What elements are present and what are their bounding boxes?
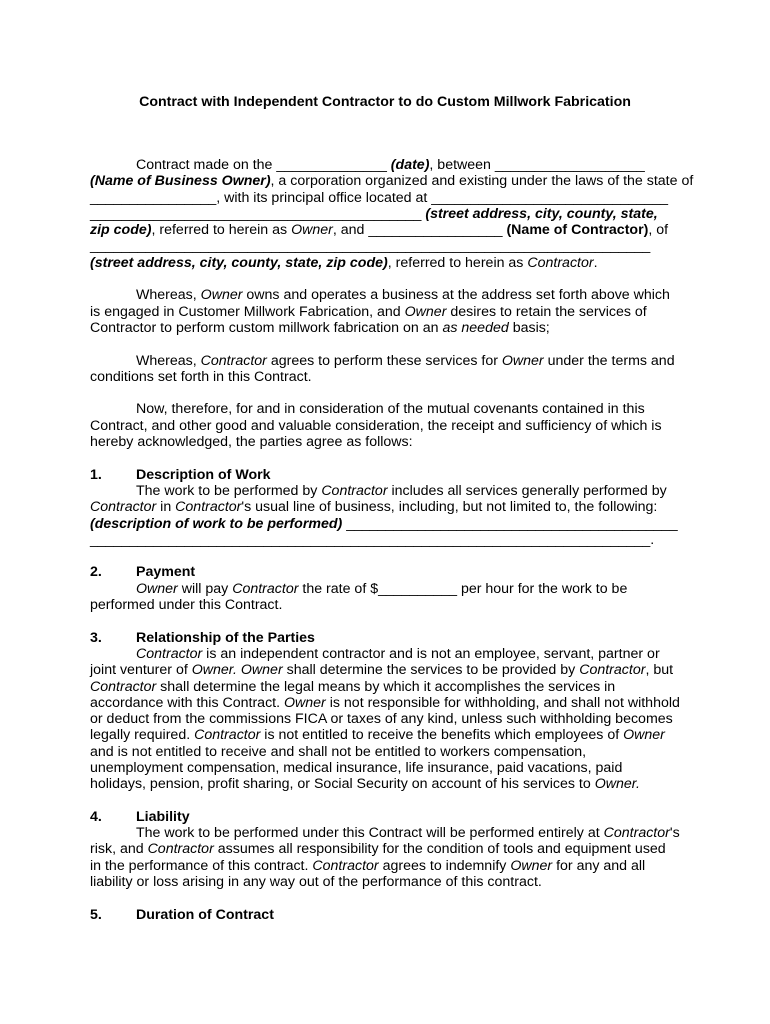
section-relationship — [90, 630, 680, 793]
section-number: 2. — [90, 564, 102, 581]
intro-paragraph — [90, 157, 694, 271]
intro-line-5 — [90, 222, 680, 238]
text: owns and operates a business at the address set forth above which is engaged in Customer Millwork Fabrication, and — [90, 287, 670, 320]
text: agrees to perform these services for — [266, 352, 502, 369]
text: Whereas, — [136, 352, 201, 369]
whereas-paragraph-1 — [90, 287, 680, 336]
address-placeholder: (street address, city, county, state, zip code) — [90, 254, 388, 271]
text: desires to retain the services of Contractor to perform custom millwork fabrication on an — [90, 303, 647, 336]
intro-line-4 — [90, 206, 680, 222]
intro-text: , referred to herein as — [151, 222, 292, 239]
owner-term: Owner — [283, 694, 326, 711]
section-title: Description of Work — [136, 466, 271, 483]
text: The work to be performed under this Contract will be performed entirely at — [136, 825, 604, 842]
owner-term: Owner — [291, 222, 333, 239]
section-number: 4. — [90, 808, 102, 825]
intro-line-1 — [90, 157, 680, 173]
blank-line: _______________________________________________________________________. — [90, 531, 655, 548]
text: , but — [645, 662, 674, 679]
section-text — [90, 581, 680, 614]
owner-term: Owner — [623, 727, 665, 744]
section-number: 3. — [90, 629, 102, 646]
contractor-term: Contractor — [527, 254, 594, 271]
contractor-term: Contractor — [321, 482, 388, 499]
intro-text: , between ___________________ — [429, 157, 645, 173]
text: in — [156, 499, 176, 516]
intro-text: , a corporation organized and existing under the laws of the state of — [270, 173, 694, 190]
section-text — [90, 825, 680, 890]
owner-term: Owner — [136, 580, 178, 597]
section-text — [90, 483, 680, 516]
address-placeholder: (street address, city, county, state, — [425, 205, 658, 222]
contractor-term: Contractor — [90, 678, 157, 695]
section-title: Liability — [136, 808, 190, 825]
text: and is not entitled to receive and shall not be entitled to workers compensation, unemployment compensation, medical insurance, life insurance, paid vacations, paid holidays, pension, profit sharing, or Social Security on account of his services to — [90, 743, 623, 793]
text: agrees to indemnify — [378, 857, 511, 874]
text: 's usual line of business, including, but not limited to, the following: — [241, 499, 658, 516]
section-heading — [90, 467, 680, 483]
contractor-term: Contractor — [579, 662, 646, 679]
intro-text: __________________________________________ — [90, 205, 426, 222]
address-placeholder: zip code) — [90, 222, 152, 239]
contractor-term: Contractor — [200, 352, 267, 369]
owner-term: Owner — [404, 303, 447, 320]
intro-text: , referred to herein as — [387, 254, 528, 271]
section-text — [90, 646, 680, 793]
text: is not entitled to receive the benefits which employees of — [260, 727, 624, 744]
document-body — [90, 157, 694, 923]
text: is not responsible for withholding, and shall not withhold or deduct from the commissions FICA or taxes of any kind, unless such withholding becomes legally required. — [90, 694, 680, 744]
section-heading — [90, 809, 680, 825]
intro-line-3: ________________, with its principal office located at ______________________________ — [90, 189, 668, 206]
section-title: Duration of Contract — [136, 906, 274, 923]
contractor-term: Contractor — [312, 857, 379, 874]
intro-line-7 — [90, 255, 680, 271]
text: includes all services generally performed by — [387, 482, 667, 499]
text: Whereas, — [136, 287, 201, 304]
owner-term: Owner — [200, 287, 243, 304]
owner-term: Owner — [501, 352, 544, 369]
intro-text: , and _________________ — [332, 222, 507, 239]
business-owner-placeholder: (Name of Business Owner) — [90, 173, 271, 190]
owner-term: Owner — [510, 857, 553, 874]
text: 's risk, and — [90, 825, 680, 858]
intro-text: . — [593, 254, 598, 271]
section-heading — [90, 630, 680, 646]
now-therefore-paragraph: Now, therefore, for and in consideration of the mutual covenants contained in this Contract, and other good and valuable consideration, the receipt and sufficiency of which is hereby acknowledged, the parties agree as follows: — [90, 401, 662, 451]
section-heading — [90, 564, 680, 580]
contractor-term: Contractor — [232, 580, 299, 597]
date-placeholder: (date) — [390, 157, 430, 173]
document-title: Contract with Independent Contractor to do Custom Millwork Fabrication — [139, 94, 631, 110]
text: The work to be performed by — [136, 482, 322, 499]
intro-text: , of — [648, 222, 669, 239]
section-number: 5. — [90, 906, 102, 923]
contractor-term: Contractor — [175, 499, 242, 516]
text: basis; — [508, 319, 550, 336]
contractor-term: Contractor — [136, 645, 203, 662]
section-payment — [90, 564, 680, 613]
text: shall determine the legal means by which it accomplishes the services in accordance with this Contract. — [90, 678, 616, 711]
owner-term: Owner. — [594, 776, 640, 793]
contractor-term: Contractor — [147, 841, 214, 858]
contractor-term: Contractor — [194, 727, 261, 744]
blank-line: __________________________________________ — [342, 515, 678, 532]
owner-term: Owner. Owner — [191, 662, 283, 679]
text: shall determine the services to be provided by — [282, 662, 580, 679]
section-title: Relationship of the Parties — [136, 629, 315, 646]
intro-text: Contract made on the ______________ — [136, 157, 391, 173]
intro-line-6: _______________________________________________________________________ — [90, 238, 651, 255]
text: under the terms and conditions set forth in this Contract. — [90, 352, 675, 385]
section-duration — [90, 907, 680, 923]
section-number: 1. — [90, 466, 102, 483]
work-description-line — [90, 516, 680, 532]
section-description-of-work — [90, 467, 680, 548]
whereas-paragraph-2 — [90, 353, 680, 386]
text: is an independent contractor and is not an employee, servant, partner or joint venturer of — [90, 645, 660, 679]
as-needed-term: as needed — [442, 319, 509, 336]
intro-line-2 — [90, 173, 694, 190]
contractor-term: Contractor — [603, 825, 670, 842]
contractor-term: Contractor — [90, 499, 157, 516]
contractor-name-placeholder: (Name of Contractor) — [506, 222, 649, 239]
text: assumes all responsibility for the condition of tools and equipment used in the performance of this contract. — [90, 841, 666, 874]
work-description-placeholder: (description of work to be performed) — [90, 515, 343, 532]
section-liability — [90, 809, 680, 890]
section-heading — [90, 907, 680, 923]
text: for any and all liability or loss arising in any way out of the performance of this contract. — [90, 857, 646, 891]
text: will pay — [177, 580, 233, 597]
text: the rate of $__________ per hour for the work to be performed under this Contract. — [90, 580, 628, 614]
section-title: Payment — [136, 564, 196, 581]
